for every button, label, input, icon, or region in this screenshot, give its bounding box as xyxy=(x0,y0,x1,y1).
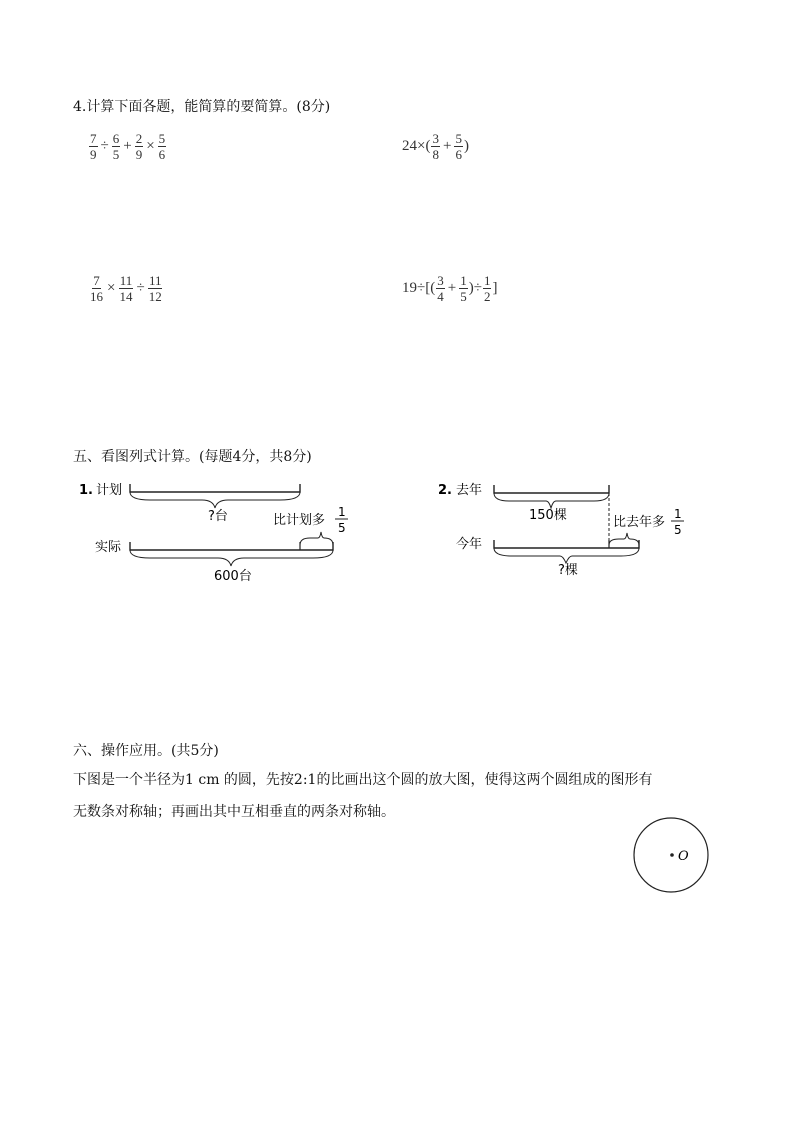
more-fraction-den: 5 xyxy=(338,521,346,535)
q4-title: 4.计算下面各题，能简算的要简算。(8分) xyxy=(73,99,331,115)
expression-1: $\frac{7}{9}$ ÷ $\frac{6}{5}$ + $\frac{2}{9}$ × $\frac{5}{6}$ xyxy=(90,131,166,162)
last-year-quantity: 150棵 xyxy=(529,508,567,523)
circle-figure xyxy=(628,816,714,896)
fraction: $\frac{11}{14}$ xyxy=(119,273,133,304)
fraction: $\frac{5}{6}$ xyxy=(158,131,166,162)
this-year-bar xyxy=(494,540,639,548)
diagram-1-number: 1. xyxy=(79,483,93,498)
fraction: $\frac{7}{9}$ xyxy=(90,131,97,162)
fraction: $\frac{3}{4}$ xyxy=(437,273,444,304)
plan-quantity: ?台 xyxy=(208,509,228,524)
more-label: 比去年多 xyxy=(613,515,666,530)
fraction: $\frac{1}{5}$ xyxy=(460,273,467,304)
actual-label: 实际 xyxy=(95,540,122,555)
diagram-2 xyxy=(436,470,696,580)
expression-2: 24×( $\frac{3}{8}$ + $\frac{5}{6}$ ) xyxy=(402,131,469,162)
expression-3: $\frac{7}{16}$ × $\frac{11}{14}$ ÷ $\frac{11}{12}$ xyxy=(90,273,162,304)
plan-brace xyxy=(130,492,300,508)
extra-brace xyxy=(609,533,639,545)
last-year-brace xyxy=(494,493,609,508)
fraction: $\frac{6}{5}$ xyxy=(112,131,120,162)
fraction: $\frac{5}{6}$ xyxy=(455,131,462,162)
plan-label: 计划 xyxy=(96,483,123,498)
section6-title: 六、操作应用。(共5分) xyxy=(73,743,219,759)
diagram-2-number: 2. xyxy=(438,483,452,498)
this-year-label: 今年 xyxy=(456,537,483,552)
actual-bar xyxy=(130,542,333,550)
fraction: $\frac{7}{16}$ xyxy=(90,273,103,304)
last-year-bar xyxy=(494,485,609,493)
fraction: $\frac{3}{8}$ xyxy=(432,131,439,162)
more-fraction-num: 1 xyxy=(338,505,346,519)
more-fraction-num: 1 xyxy=(674,507,682,521)
diagram-1 xyxy=(70,470,370,590)
extra-brace xyxy=(300,532,333,545)
section6-line-2: 无数条对称轴；再画出其中互相垂直的两条对称轴。 xyxy=(73,804,395,820)
actual-quantity: 600台 xyxy=(214,569,252,584)
actual-brace xyxy=(130,550,333,566)
fraction: $\frac{1}{2}$ xyxy=(483,273,491,304)
more-label: 比计划多 xyxy=(273,513,326,528)
fraction: $\frac{11}{12}$ xyxy=(148,273,162,304)
more-fraction-den: 5 xyxy=(674,523,682,537)
center-label: O xyxy=(678,849,689,864)
this-year-quantity: ?棵 xyxy=(558,563,578,578)
fraction: $\frac{2}{9}$ xyxy=(135,131,143,162)
center-point xyxy=(670,853,674,857)
section5-title: 五、看图列式计算。(每题4分，共8分) xyxy=(73,449,312,465)
last-year-label: 去年 xyxy=(456,483,483,498)
plan-bar xyxy=(130,484,300,492)
expression-4: 19÷[( $\frac{3}{4}$ + $\frac{1}{5}$ )÷ $\frac{1}{2}$ ] xyxy=(402,273,498,304)
section6-line-1: 下图是一个半径为1 cm 的圆，先按2:1的比画出这个圆的放大图，使得这两个圆组成的图形有 xyxy=(73,772,653,788)
this-year-brace xyxy=(494,548,639,563)
